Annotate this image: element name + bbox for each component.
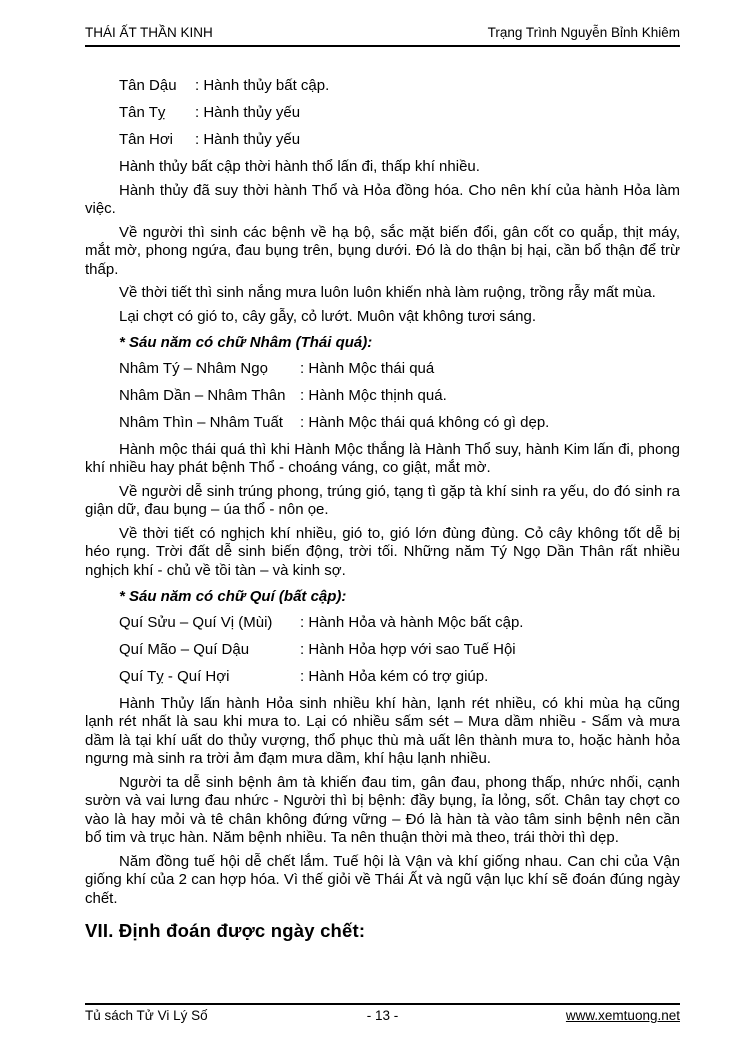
section-vii-heading: VII. Định đoán được ngày chết: (85, 920, 366, 941)
page-body (85, 77, 680, 941)
year-definition: : Hành thủy bất cập. (195, 77, 330, 94)
footer-series-title: Tủ sách Tử Vi Lý Số (85, 1008, 208, 1023)
year-term: Quí Mão – Quí Dậu (119, 640, 250, 658)
paragraph: Hành thủy bất cập thời hành thổ lấn đi, thấp khí nhiều. (119, 158, 480, 175)
year-row (85, 614, 680, 633)
page-footer (85, 1003, 680, 1023)
paragraph: Về người dễ sinh trúng phong, trúng gió, tạng tì gặp tà khí sinh ra yếu, do đó sinh ra giận dữ, đau bụng – úa thổ - nôn ọe. (85, 482, 680, 518)
header-author: Trạng Trình Nguyễn Bỉnh Khiêm (487, 25, 680, 40)
year-row (85, 104, 680, 123)
year-row (85, 77, 680, 96)
year-term: Quí Sửu – Quí Vị (Mùi) (119, 613, 273, 631)
year-term: Tân Tỵ (119, 104, 166, 121)
paragraph: Lại chợt có gió to, cây gẫy, cỏ lướt. Muôn vật không tươi sáng. (119, 307, 537, 325)
year-term: Nhâm Thìn – Nhâm Tuất (119, 413, 283, 431)
year-term: Nhâm Dần – Nhâm Thân (119, 386, 286, 404)
paragraph: Về thời tiết có nghịch khí nhiều, gió to, gió lớn đùng đùng. Cỏ cây không tốt dễ bị héo rụng. Trời đất dễ sinh biến động, trời tối. Những năm Tý Ngọ Dần Thân rất nhiều nghịch khí - chủ về tồi tàn – và kinh sợ. (85, 524, 680, 579)
year-definition: : Hành thủy yếu (195, 131, 301, 148)
year-definition: : Hành thủy yếu (195, 104, 301, 121)
subheading-nham: * Sáu năm có chữ Nhâm (Thái quá): (119, 334, 373, 351)
page-header (85, 25, 680, 47)
subheading-qui: * Sáu năm có chữ Quí (bất cập): (119, 588, 347, 605)
paragraph: Người ta dễ sinh bệnh âm tà khiến đau tim, gân đau, phong thấp, nhức nhối, cạnh sườn và vai lưng đau nhức - Người thì bị bệnh: đầy bụng, ỉa lỏng, sốt. Chân tay chợt co vào là hay mỏi và tê chân không đứng vững – Đó là hàn tà vào tâm sinh bệnh nên cần bổ tim và trục hàn. Năm bệnh nhiều. Ta nên thuận thời mà theo, trái thời thì dẹp. (85, 773, 680, 846)
paragraph: Về thời tiết thì sinh nắng mưa luôn luôn khiến nhà làm ruộng, trồng rẫy mất mùa. (119, 284, 656, 301)
paragraph: Hành Thủy lấn hành Hỏa sinh nhiều khí hàn, lạnh rét nhiều, có khi mùa hạ cũng lạnh rét nhất là sau khi mưa to. Lại có nhiều sấm sét – Mưa dầm nhiều - Sấm và mưa dầm là tại khí uất do thủy vượng, thổ phục thù mà uất lên thành mưa to, hoặc hành hỏa ngưng mà sinh ra trời ảm đạm mưa dầm, khí hậu lạnh nhiều. (85, 694, 680, 767)
year-definition: : Hành Hỏa hợp với sao Tuế Hội (300, 640, 516, 658)
paragraph: Hành mộc thái quá thì khi Hành Mộc thắng là Hành Thổ suy, hành Kim lấn đi, phong khí nhiều hay phát bệnh Thổ - choáng váng, co giật, mắt mờ. (85, 440, 680, 476)
year-row (85, 668, 680, 687)
year-definition: : Hành Mộc thái quá (300, 359, 435, 377)
year-term: Nhâm Tý – Nhâm Ngọ (119, 359, 268, 377)
year-row (85, 414, 680, 433)
year-definition: : Hành Mộc thái quá không có gì dẹp. (300, 413, 550, 431)
year-term: Quí Tỵ - Quí Hợi (119, 667, 230, 685)
year-definition: : Hành Mộc thịnh quá. (300, 386, 447, 404)
header-book-title: THÁI ẤT THẦN KINH (85, 25, 213, 40)
year-term: Tân Hơi (119, 131, 174, 148)
year-row (85, 387, 680, 406)
paragraph: Năm đồng tuế hội dễ chết lắm. Tuế hội là Vận và khí giống nhau. Can chi của Vận giống khí của 2 can hợp hóa. Vì thế giỏi về Thái Ất và ngũ vận lục khí sẽ đoán đúng ngày chết. (85, 852, 680, 907)
paragraph: Hành thủy đã suy thời hành Thổ và Hỏa đồng hóa. Cho nên khí của hành Hỏa làm việc. (85, 181, 680, 217)
footer-website-link[interactable]: www.xemtuong.net (565, 1008, 680, 1023)
year-definition: : Hành Hỏa và hành Mộc bất cập. (300, 613, 524, 631)
year-definition: : Hành Hỏa kém có trợ giúp. (300, 667, 489, 685)
year-row (85, 641, 680, 660)
paragraph: Về người thì sinh các bệnh về hạ bộ, sắc mặt biến đổi, gân cốt co quắp, thịt máy, mắt mờ, phong ngứa, đau bụng trên, bụng dưới. Đó là do thận bị hại, cần bổ thận để trừ thấp. (85, 223, 680, 278)
year-term: Tân Dậu (119, 77, 177, 94)
year-row (85, 131, 680, 150)
year-row (85, 360, 680, 379)
footer-page-number: - 13 - (366, 1008, 399, 1023)
